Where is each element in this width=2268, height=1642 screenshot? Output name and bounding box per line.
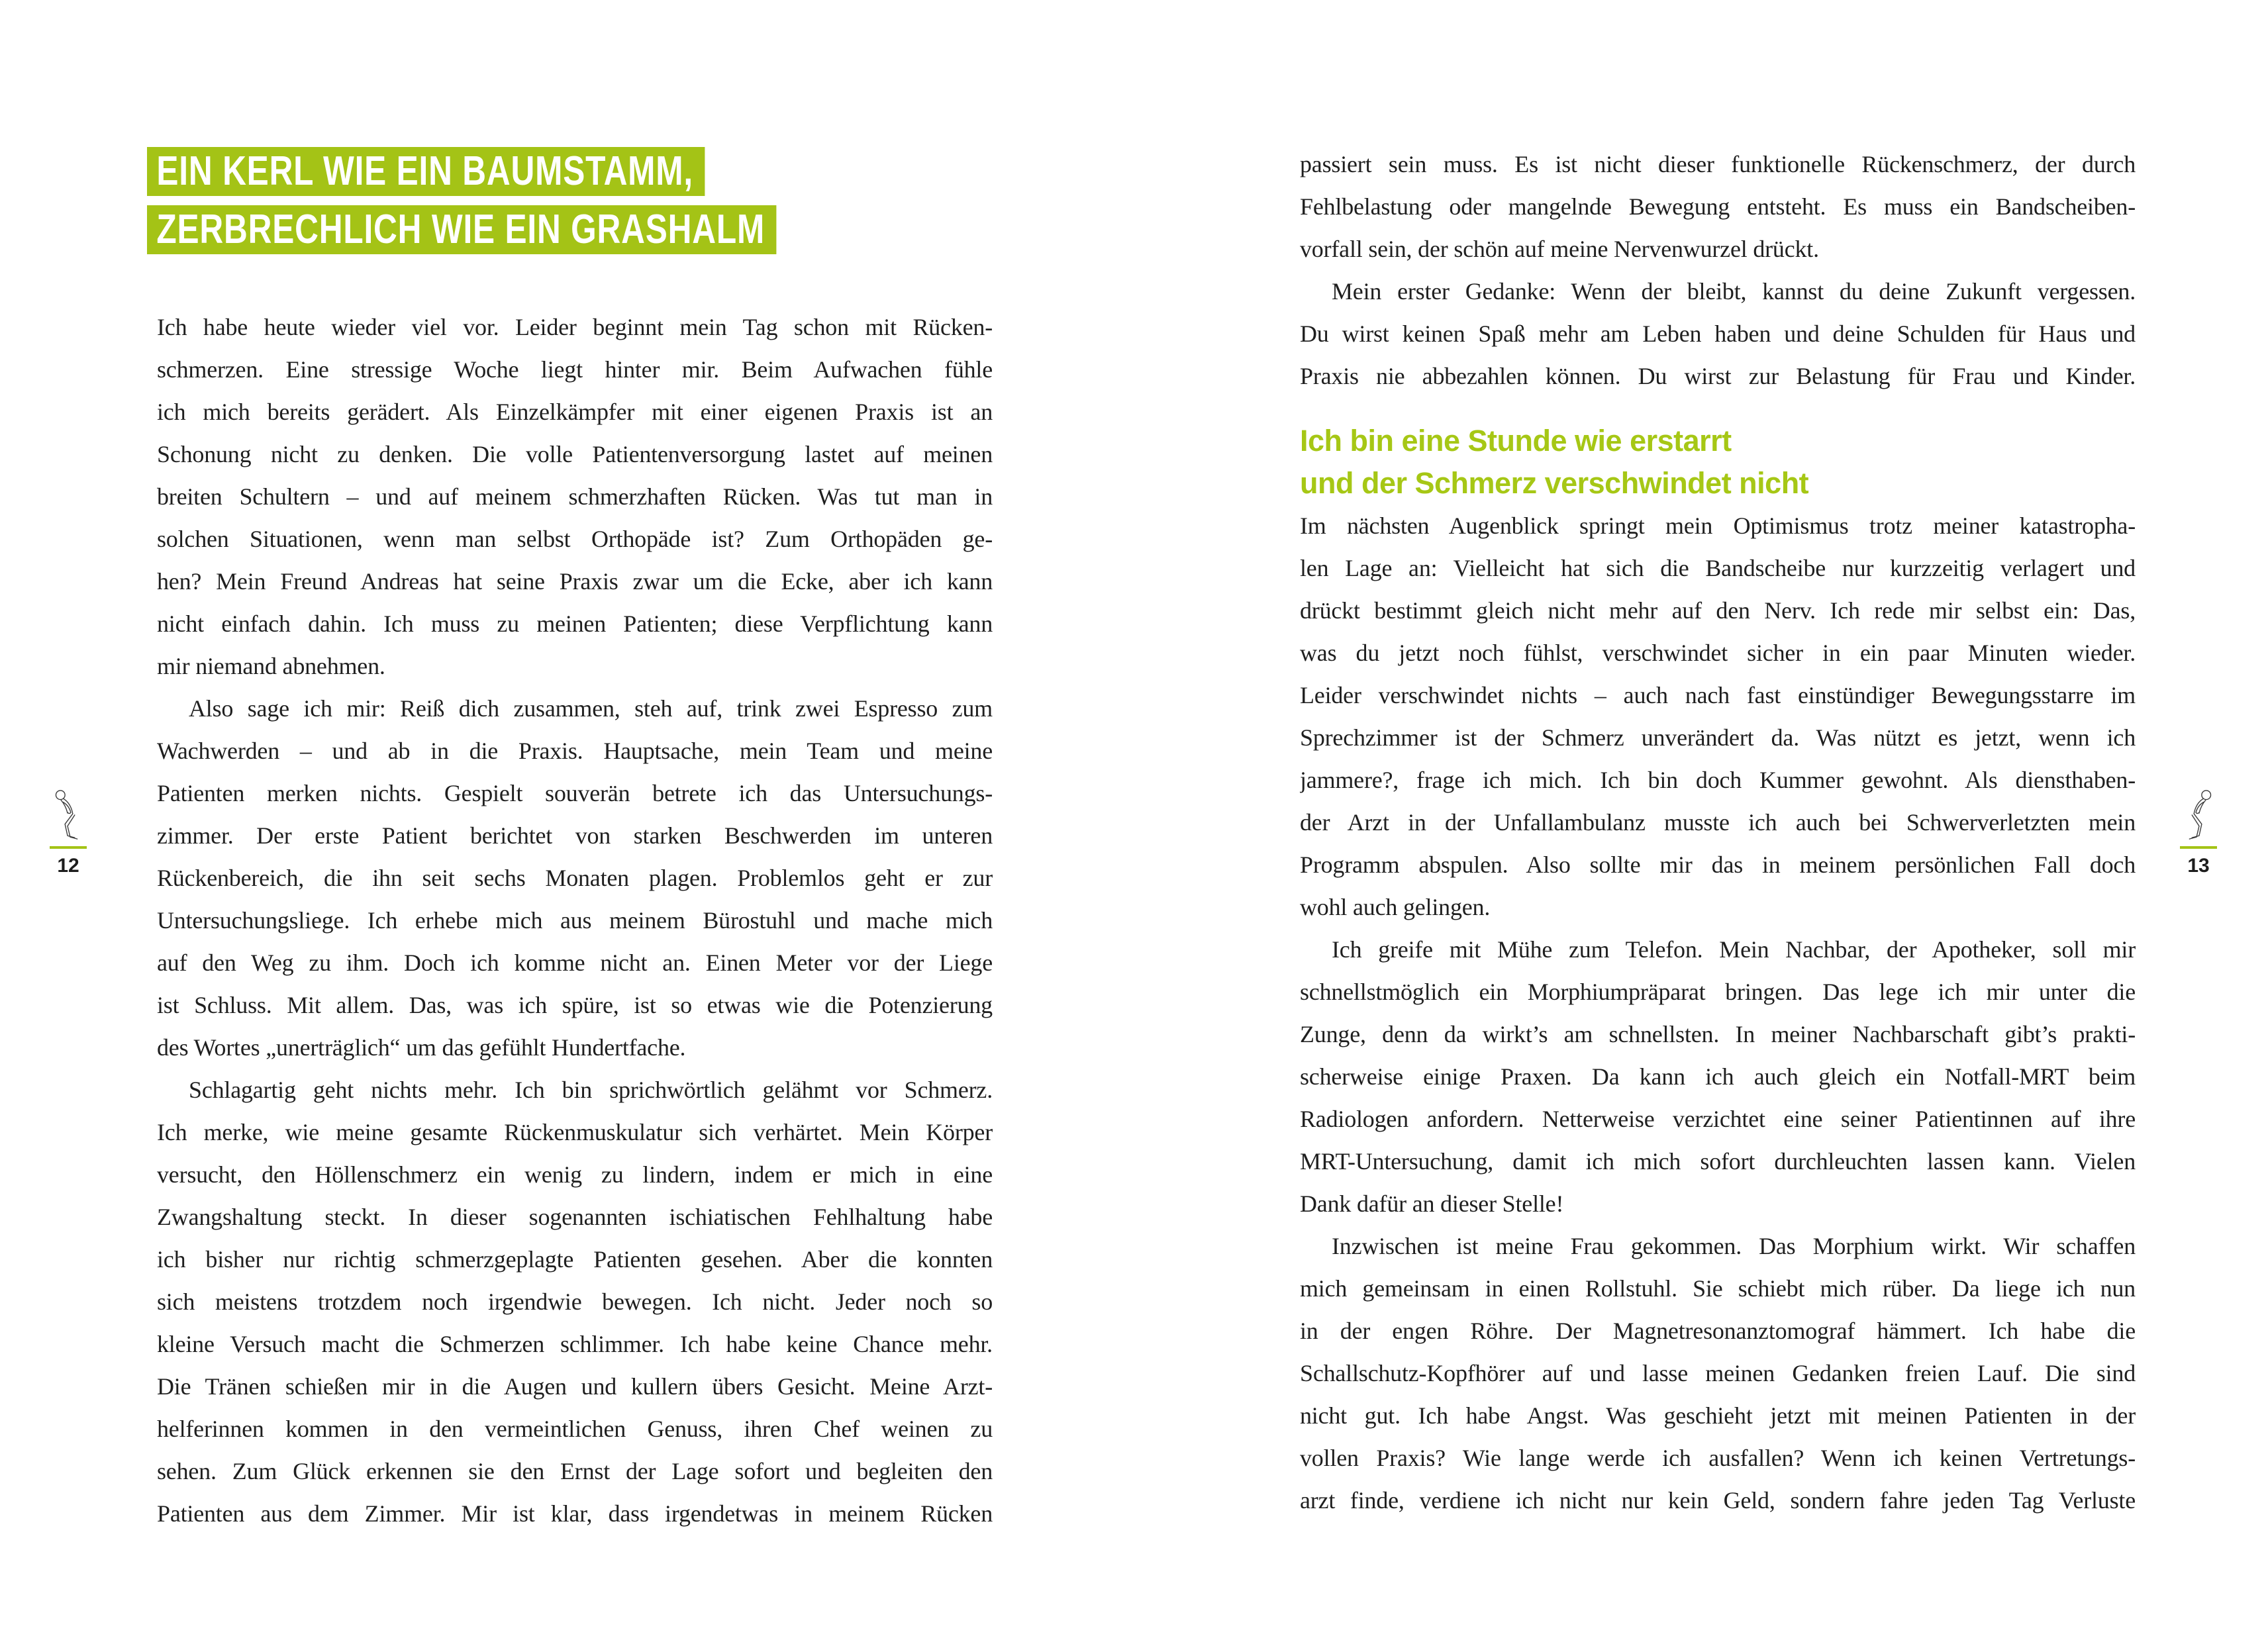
text-line: Programm abspulen. Also sollte mir das in meinem persönlichen Fall doch xyxy=(1300,851,2136,878)
page-number-left: 12 xyxy=(57,855,79,877)
page-number-rule xyxy=(50,846,87,849)
text-line: Du wirst keinen Spaß mehr am Leben haben und deine Schulden für Haus und xyxy=(1300,320,2136,347)
text-line: schmerzen. Eine stressige Woche liegt hinter mir. Beim Aufwachen fühle xyxy=(157,356,993,383)
text-line: breiten Schultern – und auf meinem schmerzhaften Rücken. Was tut man in xyxy=(157,483,993,510)
text-line: drückt bestimmt gleich nicht mehr auf den Nerv. Ich rede mir selbst ein: Das, xyxy=(1300,597,2136,624)
text-line: helferinnen kommen in den vermeintlichen Genuss, ihren Chef weinen zu xyxy=(157,1416,993,1442)
text-line: Dank dafür an dieser Stelle! xyxy=(1300,1190,1564,1217)
right-page-marginalia xyxy=(2179,788,2218,877)
text-line: len Lage an: Vielleicht hat sich die Bandscheibe nur kurzzeitig verlagert und xyxy=(1300,555,2136,581)
text-line: Rückenbereich, die ihn seit sechs Monaten plagen. Problemlos geht er zur xyxy=(157,865,993,891)
text-line: jammere?, frage ich mich. Ich bin doch Kummer gewohnt. Als diensthaben- xyxy=(1300,767,2136,793)
text-line: arzt finde, verdiene ich nicht nur kein Geld, sondern fahre jeden Tag Verluste xyxy=(1300,1487,2136,1514)
text-line: versucht, den Höllenschmerz ein wenig zu lindern, indem er mich in eine xyxy=(157,1161,993,1188)
page-number-rule xyxy=(2180,846,2217,849)
text-line: Ich merke, wie meine gesamte Rückenmuskulatur sich verhärtet. Mein Körper xyxy=(157,1119,993,1145)
chapter-heading-line-2: ZERBRECHLICH WIE EIN GRASHALM xyxy=(147,205,777,254)
text-line: zimmer. Der erste Patient berichtet von starken Beschwerden im unteren xyxy=(157,822,993,849)
text-line: Ich habe heute wieder viel vor. Leider beginnt mein Tag schon mit Rücken- xyxy=(157,314,993,340)
text-line: Fehlbelastung oder mangelnde Bewegung entsteht. Es muss ein Bandscheiben- xyxy=(1300,193,2136,220)
chapter-heading xyxy=(147,147,934,254)
text-line: kleine Versuch macht die Schmerzen schlimmer. Ich habe keine Chance mehr. xyxy=(157,1331,993,1357)
left-page-marginalia xyxy=(49,788,87,877)
text-line: ich bisher nur richtig schmerzgeplagte Patienten gesehen. Aber die konnten xyxy=(157,1246,993,1273)
text-line: nicht einfach dahin. Ich muss zu meinen Patienten; diese Verpflichtung kann xyxy=(157,610,993,637)
text-line: der Arzt in der Unfallambulanz musste ich auch bei Schwerverletzten mein xyxy=(1300,809,2136,836)
text-line: Leider verschwindet nichts – auch nach fast einstündiger Bewegungsstarre im xyxy=(1300,682,2136,708)
text-line: Zunge, denn da wirkt’s am schnellsten. In meiner Nachbarschaft gibt’s prakti- xyxy=(1300,1021,2136,1047)
text-line: sehen. Zum Glück erkennen sie den Ernst der Lage sofort und begleiten den xyxy=(157,1458,993,1484)
section-subheading-line-1: Ich bin eine Stunde wie erstarrt xyxy=(1300,424,1732,458)
text-line: wohl auch gelingen. xyxy=(1300,894,1491,920)
text-line: Sprechzimmer ist der Schmerz unverändert da. Was nützt es jetzt, wenn ich xyxy=(1300,724,2136,751)
text-line: vorfall sein, der schön auf meine Nervenwurzel drückt. xyxy=(1300,236,1819,262)
text-line: Zwangshaltung steckt. In dieser sogenannten ischiatischen Fehlhaltung habe xyxy=(157,1204,993,1230)
text-line: Patienten merken nichts. Gespielt souverän betrete ich das Untersuchungs- xyxy=(157,780,993,806)
text-line: Schallschutz-Kopfhörer auf und lasse meinen Gedanken freien Lauf. Die sind xyxy=(1300,1360,2136,1386)
text-line: in der engen Röhre. Der Magnetresonanztomograf hämmert. Ich habe die xyxy=(1300,1318,2136,1344)
text-line: MRT-Untersuchung, damit ich mich sofort durchleuchten lassen kann. Vielen xyxy=(1300,1148,2136,1175)
text-line: schnellstmöglich ein Morphiumpräparat bringen. Das lege ich mir unter die xyxy=(1300,979,2136,1005)
text-line: solchen Situationen, wenn man selbst Orthopäde ist? Zum Orthopäden ge- xyxy=(157,526,993,552)
right-page-paragraphs-before-subhead xyxy=(1300,143,2136,397)
text-line: scherweise einige Praxen. Da kann ich auch gleich ein Notfall-MRT beim xyxy=(1300,1063,2136,1090)
text-line: Praxis nie abbezahlen können. Du wirst zur Belastung für Frau und Kinder. xyxy=(1300,363,2136,389)
back-pain-figure-icon xyxy=(2180,788,2217,842)
right-page-body xyxy=(1300,143,2136,1521)
chapter-heading-line-1: EIN KERL WIE EIN BAUMSTAMM, xyxy=(147,147,705,196)
back-pain-figure-icon xyxy=(50,788,87,842)
text-line: Mein erster Gedanke: Wenn der bleibt, kannst du deine Zukunft vergessen. xyxy=(1332,278,2136,305)
text-line: Inzwischen ist meine Frau gekommen. Das Morphium wirkt. Wir schaffen xyxy=(1332,1233,2136,1259)
text-line: auf den Weg zu ihm. Doch ich komme nicht an. Einen Meter vor der Liege xyxy=(157,949,993,976)
text-line: vollen Praxis? Wie lange werde ich ausfallen? Wenn ich keinen Vertretungs- xyxy=(1300,1445,2136,1471)
text-line: Untersuchungsliege. Ich erhebe mich aus meinem Bürostuhl und mache mich xyxy=(157,907,993,934)
text-line: hen? Mein Freund Andreas hat seine Praxis zwar um die Ecke, aber ich kann xyxy=(157,568,993,595)
section-subheading xyxy=(1300,420,2136,505)
section-subheading-line-2: und der Schmerz verschwindet nicht xyxy=(1300,466,1809,500)
text-line: Ich greife mit Mühe zum Telefon. Mein Nachbar, der Apotheker, soll mir xyxy=(1332,936,2136,963)
text-line: Radiologen anfordern. Netterweise verzichtet eine seiner Patientinnen auf ihre xyxy=(1300,1106,2136,1132)
text-line: Patienten aus dem Zimmer. Mir ist klar, dass irgendetwas in meinem Rücken xyxy=(157,1500,993,1527)
subhead-spacer xyxy=(1300,397,2136,420)
page-number-right: 13 xyxy=(2187,855,2210,877)
text-line: ich mich bereits gerädert. Als Einzelkämpfer mit einer eigenen Praxis ist an xyxy=(157,399,993,425)
text-line: mich gemeinsam in einen Rollstuhl. Sie schiebt mich rüber. Da liege ich nun xyxy=(1300,1275,2136,1302)
text-line: nicht gut. Ich habe Angst. Was geschieht jetzt mit meinen Patienten in der xyxy=(1300,1402,2136,1429)
text-line: des Wortes „unerträglich“ um das gefühlt Hundertfache. xyxy=(157,1034,686,1061)
text-line: Im nächsten Augenblick springt mein Optimismus trotz meiner katastropha- xyxy=(1300,512,2136,539)
text-line: passiert sein muss. Es ist nicht dieser funktionelle Rückenschmerz, der durch xyxy=(1300,151,2136,177)
text-line: Wachwerden – und ab in die Praxis. Hauptsache, mein Team und meine xyxy=(157,738,993,764)
text-line: Schonung nicht zu denken. Die volle Patientenversorgung lastet auf meinen xyxy=(157,441,993,467)
right-page-paragraphs-after-subhead xyxy=(1300,505,2136,1521)
text-line: Schlagartig geht nichts mehr. Ich bin sprichwörtlich gelähmt vor Schmerz. xyxy=(189,1077,993,1103)
text-line: was du jetzt noch fühlst, verschwindet sicher in ein paar Minuten wieder. xyxy=(1300,640,2136,666)
text-line: ist Schluss. Mit allem. Das, was ich spüre, ist so etwas wie die Potenzierung xyxy=(157,992,993,1018)
text-line: sich meistens trotzdem noch irgendwie bewegen. Ich nicht. Jeder noch so xyxy=(157,1288,993,1315)
text-line: mir niemand abnehmen. xyxy=(157,653,385,679)
left-page-body xyxy=(157,306,993,1535)
text-line: Die Tränen schießen mir in die Augen und kullern übers Gesicht. Meine Arzt- xyxy=(157,1373,993,1400)
text-line: Also sage ich mir: Reiß dich zusammen, steh auf, trink zwei Espresso zum xyxy=(189,695,993,722)
